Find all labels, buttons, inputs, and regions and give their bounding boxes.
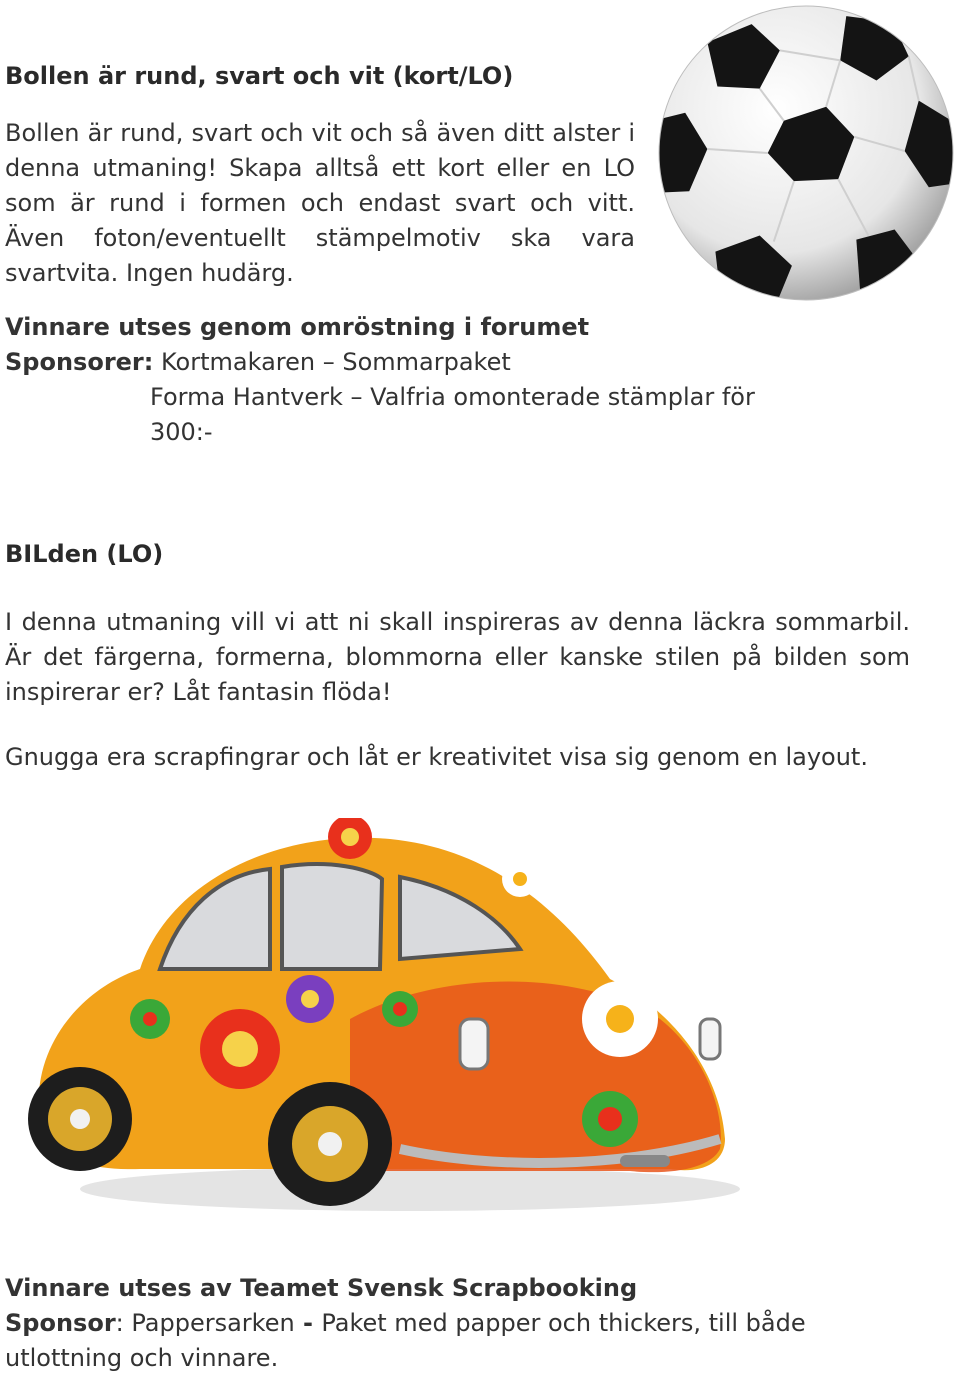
soccer-ball-image — [655, 2, 957, 304]
section1-sponsor-label: Sponsorer: — [5, 348, 154, 376]
section1-title: Bollen är rund, svart och vit (kort/LO) — [5, 62, 514, 90]
section2-paragraph-1: I denna utmaning vill vi att ni skall inspireras av denna läckra sommarbil. Är det färgerna, formerna, blommorna eller kanske stilen på bilden som inspirerar er? Låt fantasin flöda! — [5, 608, 910, 706]
section1-winner: Vinnare utses genom omröstning i forumet — [5, 313, 590, 341]
section2-sponsor-text: Paket med papper och thickers, till både utlottning och vinnare. — [5, 1309, 806, 1372]
section1-sponsor-1: Kortmakaren – Sommarpaket — [161, 348, 511, 376]
section2-paragraph-2: Gnugga era scrapfingrar och låt er kreativitet visa sig genom en layout. — [5, 743, 868, 771]
section2-sponsor-dash: - — [294, 1309, 322, 1337]
section1-sponsor-2: Forma Hantverk – Valfria omonterade stämplar för 300:- — [150, 383, 755, 446]
section2-winner: Vinnare utses av Teamet Svensk Scrapbooking — [5, 1274, 638, 1302]
flower-car-image — [20, 818, 760, 1220]
section2-sponsor-label: Sponsor — [5, 1309, 116, 1337]
section2-title: BILden (LO) — [5, 540, 164, 568]
section2-sponsor-sep: : — [115, 1309, 132, 1337]
section2-sponsor-name: Pappersarken — [131, 1309, 295, 1337]
section1-paragraph: Bollen är rund, svart och vit och så även ditt alster i denna utmaning! Skapa alltså ett kort eller en LO som är rund i formen och endast svart och vitt. Även foton/eventuellt stämpelmotiv ska vara svartvita. Ingen hudärg. — [5, 119, 635, 287]
section1-sponsors — [5, 345, 805, 380]
